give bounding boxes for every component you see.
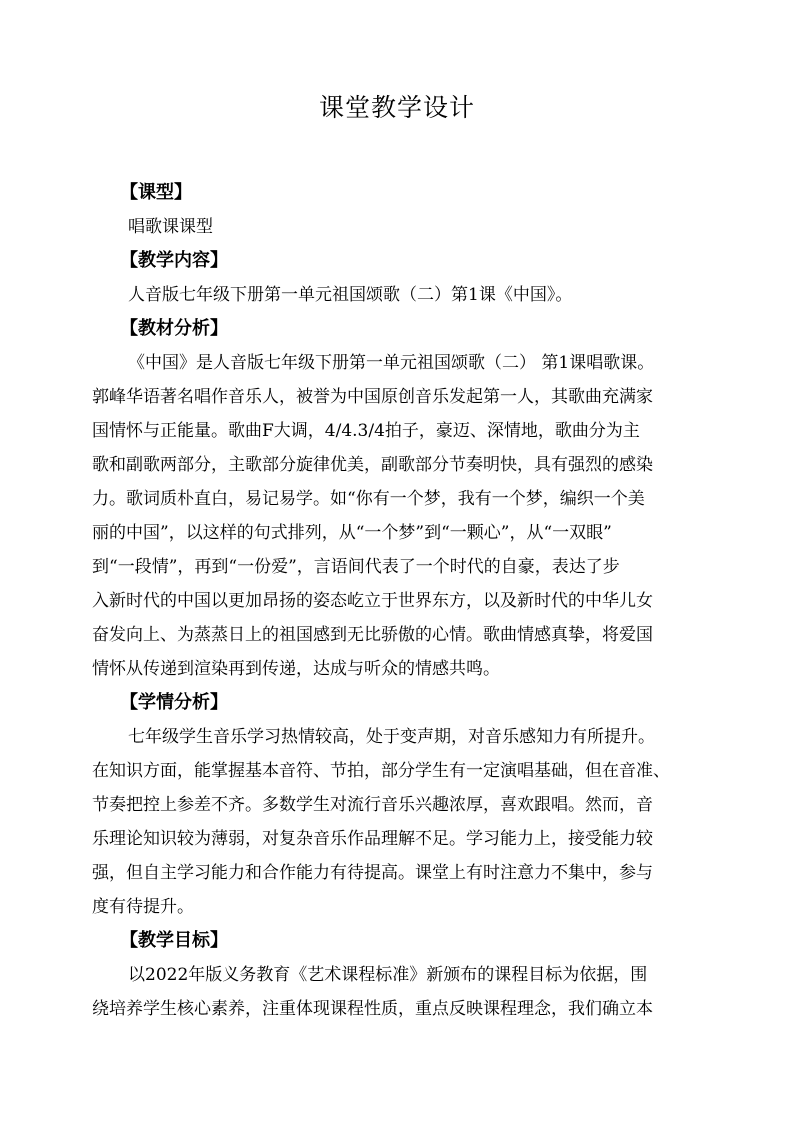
paragraph-line: 强，但自主学习能力和合作能力有待提高。课堂上有时注意力不集中，参与	[92, 863, 653, 883]
paragraph-line: 唱歌课课型	[128, 217, 213, 237]
paragraph-line: 歌和副歌两部分，主歌部分旋律优美，副歌部分节奏明快，具有强烈的感染	[92, 455, 653, 475]
document-body	[92, 176, 712, 1026]
paragraph-line: 入新时代的中国以更加昂扬的姿态屹立于世界东方，以及新时代的中华儿女	[92, 591, 653, 611]
paragraph-line: 力。歌词质朴直白，易记易学。如“你有一个梦，我有一个梦，编织一个美	[92, 489, 645, 509]
paragraph-line: 人音版七年级下册第一单元祖国颂歌（二）第1课《中国》。	[128, 285, 573, 305]
section-heading-teaching-goals: 【教学目标】	[120, 930, 228, 951]
paragraph-line: 丽的中国”，以这样的句式排列，从“一个梦”到“一颗心”，从“一双眼”	[92, 523, 612, 543]
section-heading-content: 【教学内容】	[120, 250, 228, 271]
section-heading-material-analysis: 【教材分析】	[120, 318, 228, 339]
paragraph-line: 度有待提升。	[92, 897, 194, 917]
paragraph-line: 七年级学生音乐学习热情较高，处于变声期，对音乐感知力有所提升。	[128, 727, 655, 747]
paragraph-line: 乐理论知识较为薄弱，对复杂音乐作品理解不足。学习能力上，接受能力较	[92, 829, 653, 849]
paragraph-line: 绕培养学生核心素养，注重体现课程性质，重点反映课程理念，我们确立本	[92, 999, 653, 1019]
paragraph-line: 郭峰华语著名唱作音乐人，被誉为中国原创音乐发起第一人，其歌曲充满家	[92, 387, 653, 407]
paragraph-line: 情怀从传递到渲染再到传递，达成与听众的情感共鸣。	[92, 659, 500, 679]
section-heading-student-analysis: 【学情分析】	[120, 692, 228, 713]
paragraph-line: 国情怀与正能量。歌曲F大调，4/4.3/4拍子，豪迈、深情地，歌曲分为主	[92, 421, 640, 441]
paragraph-line: 到“一段情”，再到“一份爱”，言语间代表了一个时代的自豪，表达了步	[92, 557, 620, 577]
document-title: 课堂教学设计	[318, 93, 475, 122]
paragraph-line: 在知识方面，能掌握基本音符、节拍，部分学生有一定演唱基础，但在音准、	[92, 761, 670, 781]
paragraph-line: 《中国》是人音版七年级下册第一单元祖国颂歌（二） 第1课唱歌课。	[128, 353, 655, 373]
paragraph-line: 奋发向上、为蒸蒸日上的祖国感到无比骄傲的心情。歌曲情感真挚，将爱国	[92, 625, 653, 645]
section-heading-type: 【课型】	[120, 182, 192, 203]
paragraph-line: 节奏把控上参差不齐。多数学生对流行音乐兴趣浓厚，喜欢跟唱。然而，音	[92, 795, 653, 815]
paragraph-line: 以2022年版义务教育《艺术课程标准》新颁布的课程目标为依据，围	[128, 965, 648, 985]
